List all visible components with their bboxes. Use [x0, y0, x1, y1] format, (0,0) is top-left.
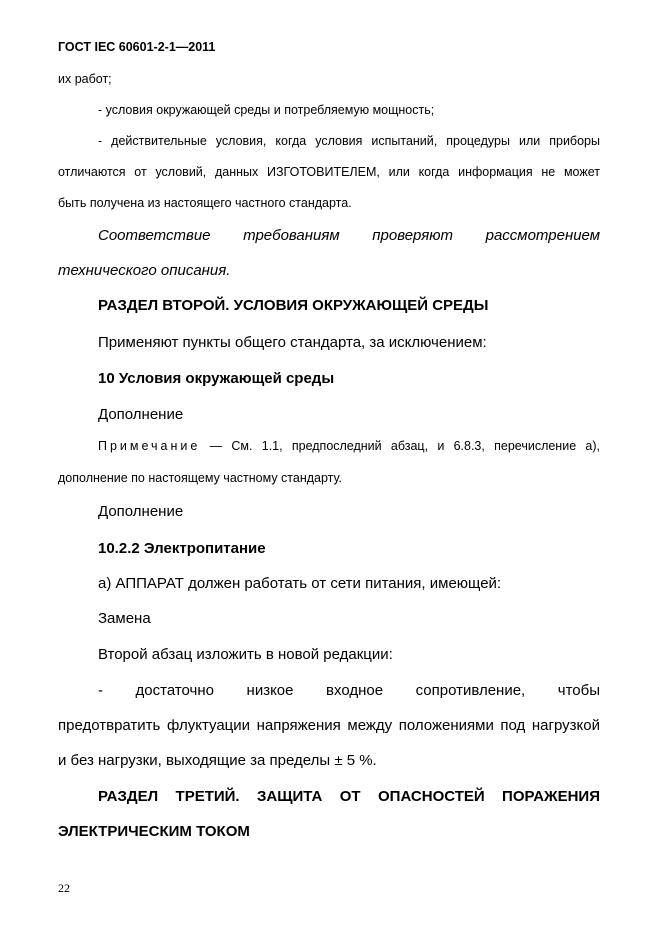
list-item: - достаточно низкое входное сопротивление, чтобы	[98, 682, 600, 699]
text-line: Дополнение	[98, 406, 184, 423]
text-line: быть получена из настоящего частного стандарта.	[58, 196, 352, 210]
note-line: дополнение по настоящему частному стандарту.	[58, 471, 343, 485]
section-heading-end: ЭЛЕКТРИЧЕСКИМ ТОКОМ	[58, 823, 250, 840]
text-line: Второй абзац изложить в новой редакции:	[98, 646, 393, 663]
section-heading: РАЗДЕЛ ВТОРОЙ. УСЛОВИЯ ОКРУЖАЮЩЕЙ СРЕДЫ	[98, 297, 489, 314]
text-line: и без нагрузки, выходящие за пределы ± 5 %.	[58, 752, 377, 769]
clause-heading: 10 Условия окружающей среды	[98, 370, 335, 387]
note-label: Примечание	[98, 439, 201, 453]
clause-heading: 10.2.2 Электропитание	[98, 540, 266, 557]
section-heading: РАЗДЕЛ ТРЕТИЙ. ЗАЩИТА ОТ ОПАСНОСТЕЙ ПОРАЖЕНИЯ	[98, 788, 600, 805]
page-number: 22	[58, 881, 70, 895]
note-text: — См. 1.1, предпоследний абзац, и 6.8.3, перечисление а),	[200, 439, 600, 453]
compliance-statement: Соответствие требованиям проверяют рассмотрением	[98, 227, 600, 244]
list-item: - действительные условия, когда условия испытаний, процедуры или приборы	[98, 134, 600, 148]
text-line: Замена	[98, 610, 151, 627]
text-line: отличаются от условий, данных ИЗГОТОВИТЕЛЕМ, или когда информация не может	[58, 165, 600, 179]
compliance-statement-end: технического описания.	[58, 262, 231, 279]
text-line: предотвратить флуктуации напряжения между положениями под нагрузкой	[58, 717, 600, 734]
text-line: Дополнение	[98, 503, 184, 520]
header-standard-code: ГОСТ IEC 60601-2-1—2011	[58, 40, 216, 54]
text-line: их работ;	[58, 72, 112, 86]
list-item: - условия окружающей среды и потребляемую мощность;	[98, 103, 435, 117]
text-line: а) АППАРАТ должен работать от сети питания, имеющей:	[98, 575, 502, 592]
text-line: Применяют пункты общего стандарта, за исключением:	[98, 334, 487, 351]
note-line	[98, 439, 600, 453]
